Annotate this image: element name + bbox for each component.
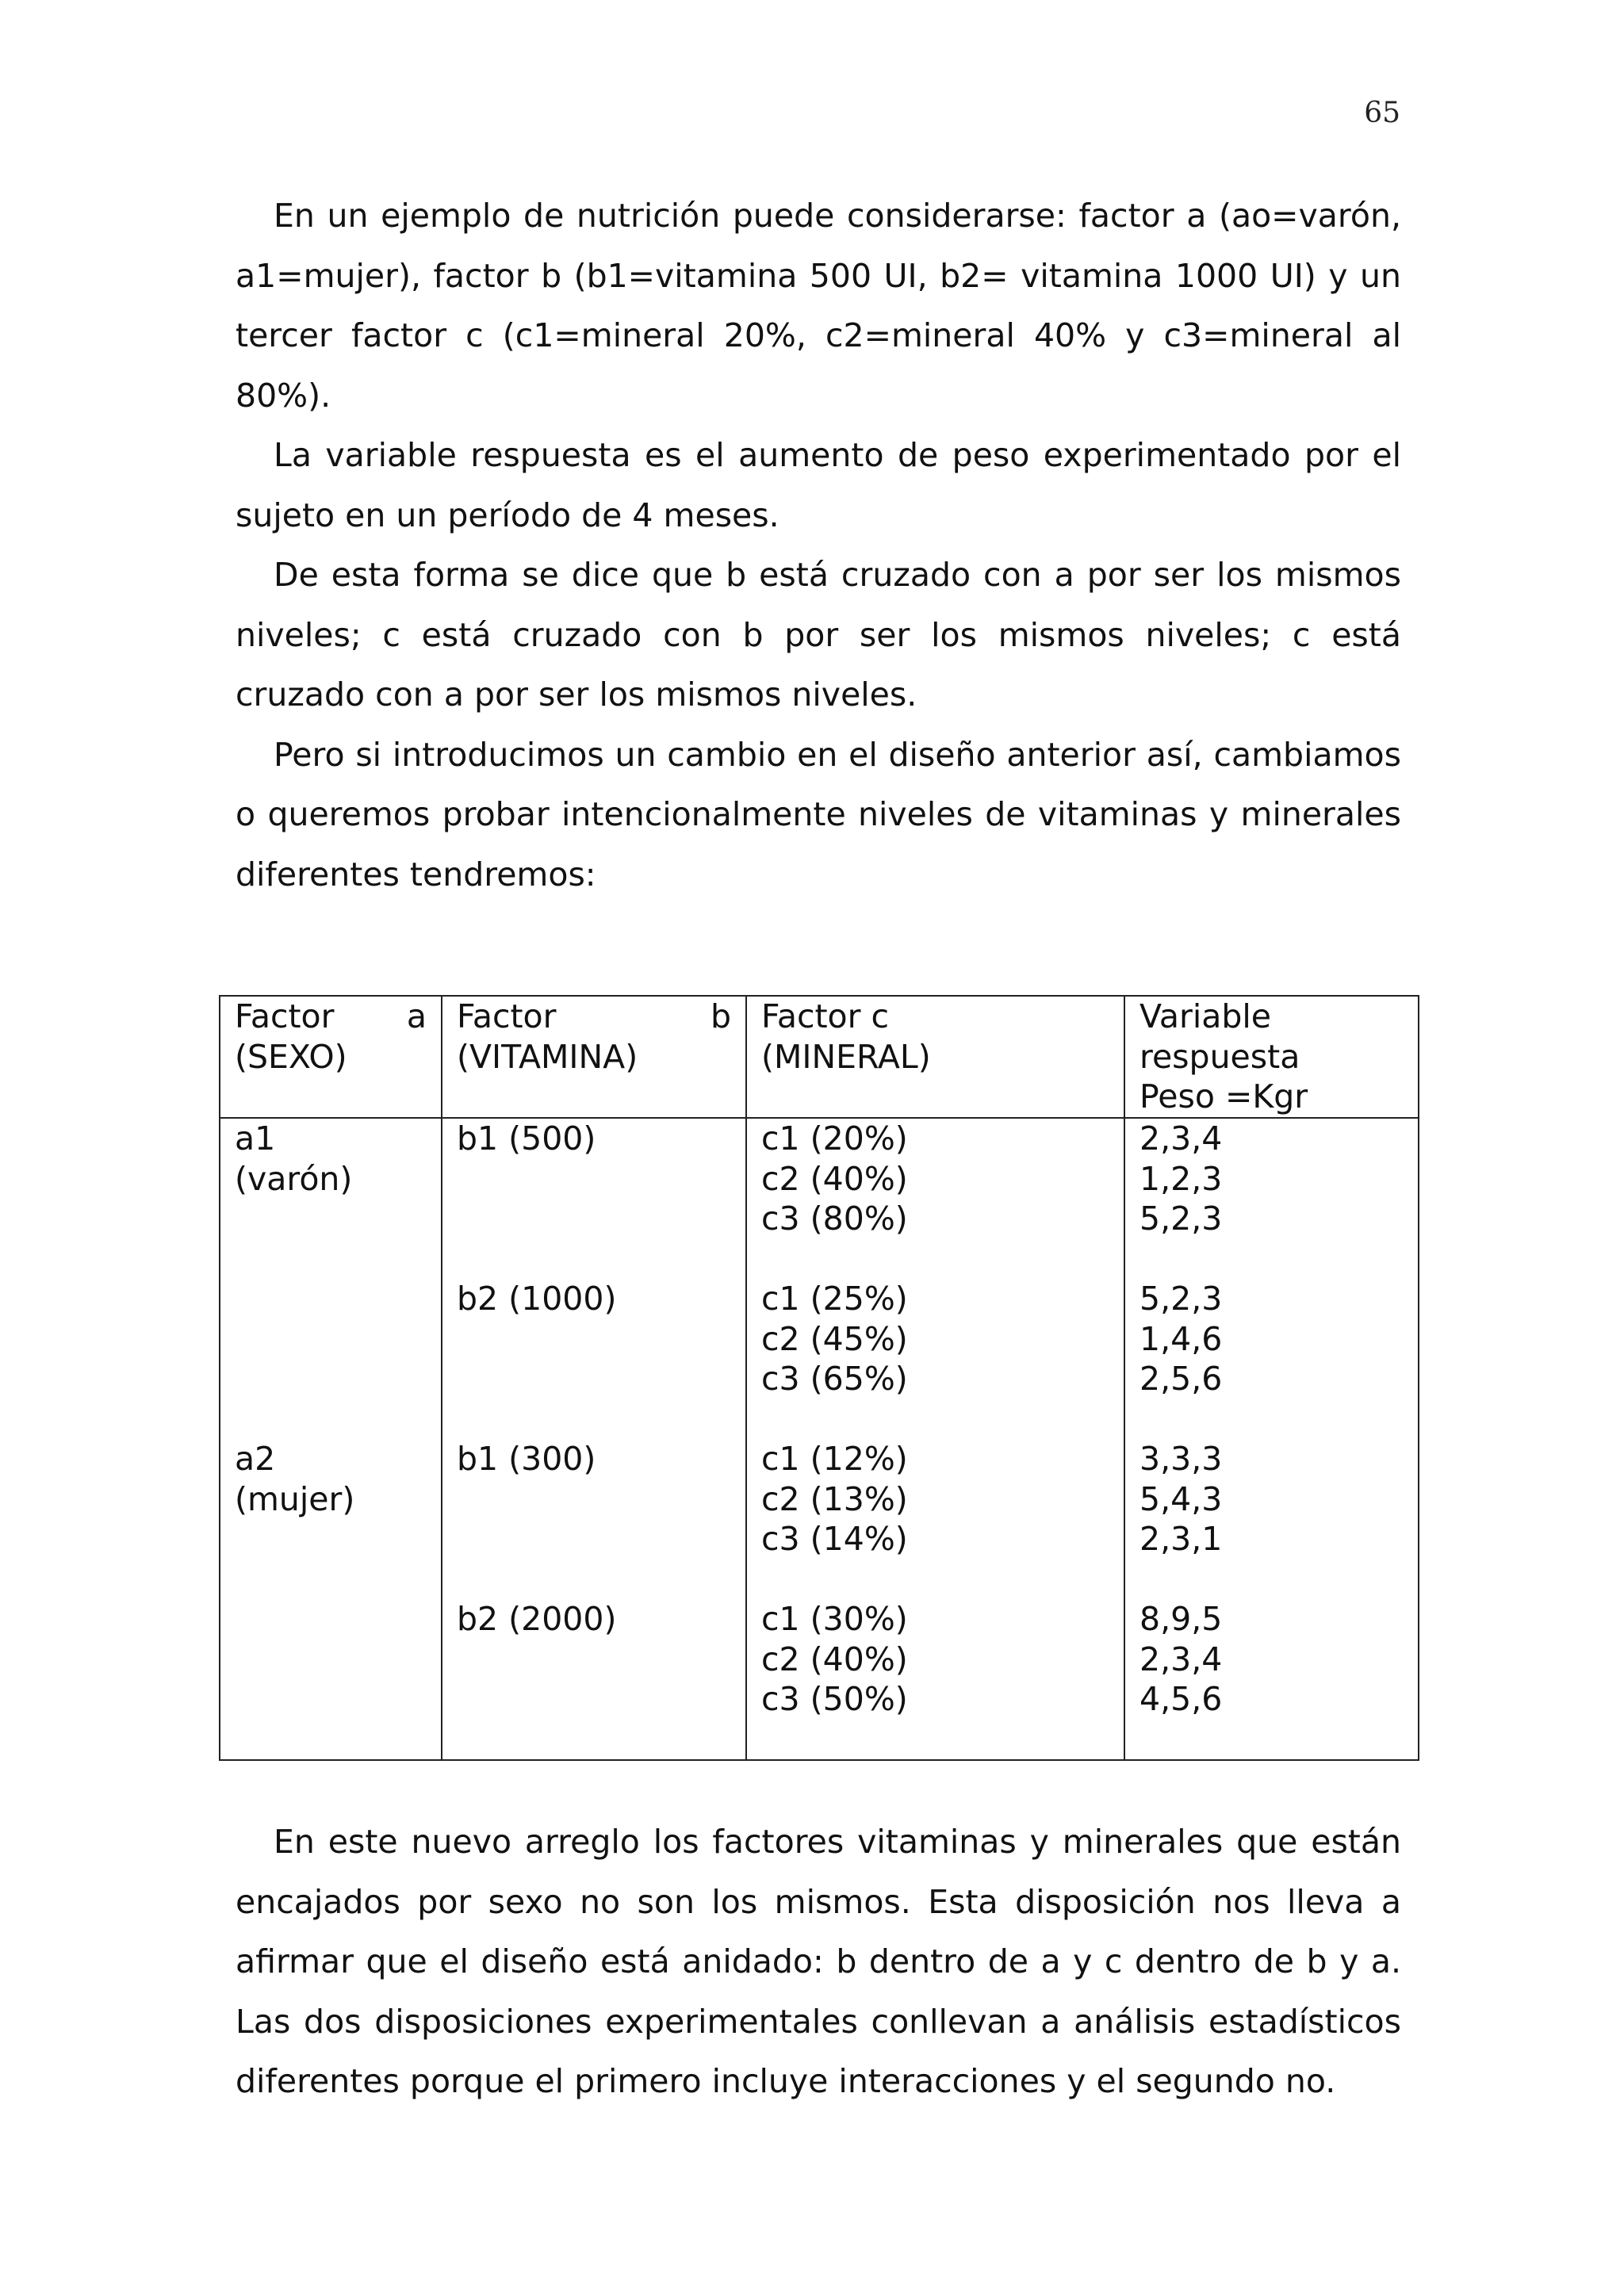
header-factor-b: Factor b (VITAMINA) [442,996,746,1118]
paragraph: La variable respuesta es el aumento de peso experimentado por el sujeto en un período de 4 meses. [236,436,1401,534]
sexo-group [235,1119,427,1279]
body-text-bottom [236,1812,1401,2112]
sexo-level: a1 [235,1119,276,1158]
paragraph: En este nuevo arreglo los factores vitaminas y minerales que están encajados por sexo no son los mismos. Esta disposición nos lleva a afirmar que el diseño está anidado: b dentro de a y c dentro de b y a. Las dos disposiciones experimentales conllevan a análisis estadísticos diferentes porque el primero incluye interacciones y el segundo no. [236,1823,1401,2100]
respuesta-column [1124,1118,1419,1760]
sexo-level: a2 [235,1440,276,1478]
sexo-group [235,1439,427,1599]
respuesta-value: 1,4,6 [1139,1319,1223,1358]
mineral-level: c3 (65%) [761,1360,908,1398]
mineral-level: c1 (30%) [761,1600,908,1638]
paragraph: De esta forma se dice que b está cruzado con a por ser los mismos niveles; c está cruzado con b por ser los mismos niveles; c está cruzado con a por ser los mismos niveles. [236,556,1401,714]
vitamina-level: b2 (2000) [457,1600,617,1638]
table-header-row [220,996,1419,1118]
mineral-level: c2 (40%) [761,1159,908,1198]
factors-table [219,995,1419,1761]
respuesta-value: 5,2,3 [1139,1200,1223,1238]
respuesta-value: 3,3,3 [1139,1440,1223,1478]
mineral-level: c3 (80%) [761,1200,908,1238]
respuesta-value: 8,9,5 [1139,1600,1223,1638]
respuesta-value: 5,4,3 [1139,1479,1223,1518]
vitamina-level: b1 (500) [457,1119,596,1158]
header-factor-c: Factor c (MINERAL) [746,996,1124,1118]
respuesta-value: 2,3,4 [1139,1640,1223,1678]
mineral-column [746,1118,1124,1760]
header-variable-respuesta: Variable respuesta Peso =Kgr [1124,996,1419,1118]
sexo-label: (mujer) [235,1479,355,1518]
respuesta-value: 5,2,3 [1139,1280,1223,1318]
mineral-level: c1 (20%) [761,1119,908,1158]
sexo-label: (varón) [235,1159,353,1198]
table-body-row [220,1118,1419,1760]
mineral-level: c2 (13%) [761,1479,908,1518]
header-factor-a: Factor a (SEXO) [220,996,442,1118]
sexo-column [220,1118,442,1760]
mineral-level: c2 (40%) [761,1640,908,1678]
vitamina-level: b1 (300) [457,1440,596,1478]
mineral-level: c3 (50%) [761,1680,908,1718]
vitamina-column [442,1118,746,1760]
paragraph: Pero si introducimos un cambio en el diseño anterior así, cambiamos o queremos probar intencionalmente niveles de vitaminas y minerales diferentes tendremos: [236,735,1401,894]
mineral-level: c2 (45%) [761,1319,908,1358]
respuesta-value: 1,2,3 [1139,1159,1223,1198]
respuesta-value: 2,3,1 [1139,1520,1223,1558]
paragraph: En un ejemplo de nutrición puede considerarse: factor a (ao=varón, a1=mujer), factor b (b1=vitamina 500 UI, b2= vitamina 1000 UI) y un tercer factor c (c1=mineral 20%, c2=mineral 40% y c3=mineral al 80%). [236,197,1401,415]
body-text-top [236,186,1401,905]
page-number: 65 [1364,97,1400,129]
respuesta-value: 4,5,6 [1139,1680,1223,1718]
vitamina-level: b2 (1000) [457,1280,617,1318]
respuesta-value: 2,3,4 [1139,1119,1223,1158]
mineral-level: c3 (14%) [761,1520,908,1558]
respuesta-value: 2,5,6 [1139,1360,1223,1398]
mineral-level: c1 (12%) [761,1440,908,1478]
mineral-level: c1 (25%) [761,1280,908,1318]
